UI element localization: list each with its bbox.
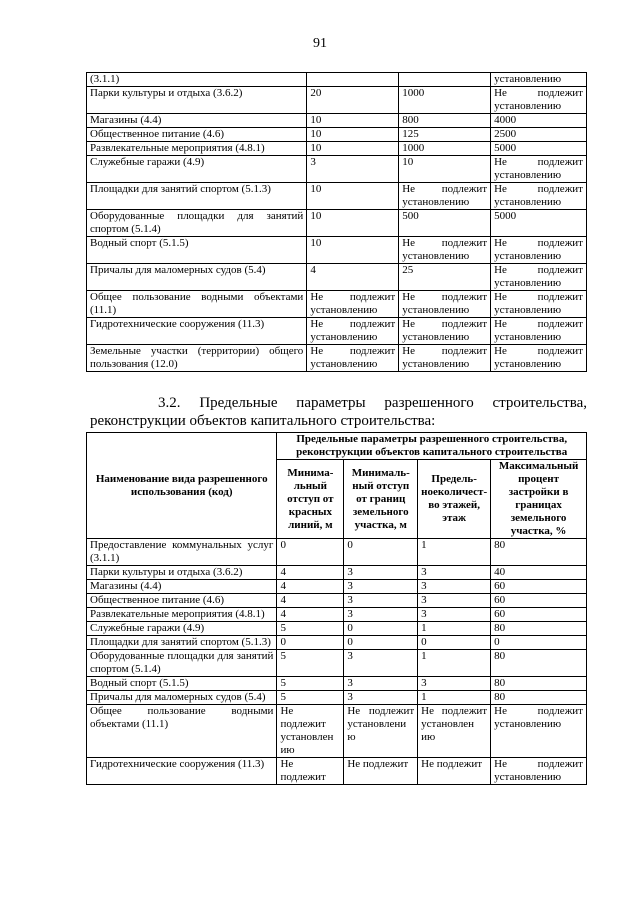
cell-value: 0 xyxy=(344,622,418,636)
cell-value: Не подлежит установлению xyxy=(491,264,587,291)
cell-value: 1 xyxy=(418,622,491,636)
cell-value: Не подлежит xyxy=(277,758,344,785)
table-row xyxy=(87,237,587,264)
cell-value: 80 xyxy=(491,539,587,566)
table-row xyxy=(87,677,587,691)
table-row xyxy=(87,580,587,594)
cell-value: 10 xyxy=(307,142,399,156)
cell-value: 80 xyxy=(491,691,587,705)
cell-value: 1 xyxy=(418,691,491,705)
cell-value: 125 xyxy=(399,128,491,142)
cell-value: 2500 xyxy=(491,128,587,142)
page-number: 91 xyxy=(313,36,327,51)
cell-value xyxy=(307,73,399,87)
cell-value: 1 xyxy=(418,650,491,677)
table-row xyxy=(87,539,587,566)
cell-use-type: Причалы для маломерных судов (5.4) xyxy=(87,691,277,705)
cell-use-type: Оборудованные площадки для занятий спортом (5.1.4) xyxy=(87,650,277,677)
section-heading-line1: 3.2. Предельные параметры разрешенного строительства, xyxy=(158,395,587,411)
table-row xyxy=(87,705,587,758)
cell-use-type: Земельные участки (территории) общего пользования (12.0) xyxy=(87,345,307,372)
cell-value: Не подлежит установлению xyxy=(491,345,587,372)
table-row xyxy=(87,264,587,291)
cell-value: Не подлежит установлению xyxy=(491,705,587,758)
table-row xyxy=(87,142,587,156)
table-development-params xyxy=(86,72,587,372)
cell-value: 3 xyxy=(344,566,418,580)
cell-value: 3 xyxy=(418,594,491,608)
table-row xyxy=(87,156,587,183)
cell-use-type: Площадки для занятий спортом (5.1.3) xyxy=(87,183,307,210)
cell-value: 4 xyxy=(277,580,344,594)
table-row xyxy=(87,566,587,580)
header-col-floors: Предель-ноеколичест-во этажей, этаж xyxy=(418,460,491,539)
cell-value: 60 xyxy=(491,594,587,608)
header-col-plot-borders: Минималь-ный отступ от границ земельного участка, м xyxy=(344,460,418,539)
table-row xyxy=(87,758,587,785)
cell-value: 4 xyxy=(277,594,344,608)
cell-value: 500 xyxy=(399,210,491,237)
cell-use-type: Оборудованные площадки для занятий спортом (5.1.4) xyxy=(87,210,307,237)
cell-value: Не подлежит установлен ию xyxy=(277,705,344,758)
cell-value: 4 xyxy=(307,264,399,291)
cell-value: 800 xyxy=(399,114,491,128)
header-col-red-lines: Минима-льный отступ от красных линий, м xyxy=(277,460,344,539)
cell-value: 5 xyxy=(277,622,344,636)
cell-value: 3 xyxy=(418,608,491,622)
cell-value: 3 xyxy=(344,580,418,594)
table-row xyxy=(87,128,587,142)
table-construction-limits xyxy=(86,432,587,785)
cell-use-type: Магазины (4.4) xyxy=(87,114,307,128)
cell-value: 3 xyxy=(307,156,399,183)
cell-value: 0 xyxy=(418,636,491,650)
header-use-type: Наименование вида разрешенного использования (код) xyxy=(87,433,277,539)
cell-value: 4 xyxy=(277,608,344,622)
cell-use-type: Водный спорт (5.1.5) xyxy=(87,677,277,691)
header-group: Предельные параметры разрешенного строительства, реконструкции объектов капитального строительства xyxy=(277,433,587,460)
cell-use-type: Водный спорт (5.1.5) xyxy=(87,237,307,264)
cell-value: 1 xyxy=(418,539,491,566)
cell-value: Не подлежит xyxy=(344,758,418,785)
cell-use-type: Развлекательные мероприятия (4.8.1) xyxy=(87,608,277,622)
cell-value: 80 xyxy=(491,650,587,677)
cell-value: 3 xyxy=(344,677,418,691)
cell-value: 40 xyxy=(491,566,587,580)
table-row xyxy=(87,608,587,622)
cell-use-type: Причалы для маломерных судов (5.4) xyxy=(87,264,307,291)
cell-use-type: Парки культуры и отдыха (3.6.2) xyxy=(87,566,277,580)
cell-value: 80 xyxy=(491,677,587,691)
cell-value: 3 xyxy=(418,566,491,580)
cell-value: 10 xyxy=(307,128,399,142)
cell-value: 10 xyxy=(307,237,399,264)
cell-value: Не подлежит xyxy=(418,758,491,785)
cell-value: Не подлежит установлению xyxy=(491,183,587,210)
cell-use-type: Площадки для занятий спортом (5.1.3) xyxy=(87,636,277,650)
cell-value: 3 xyxy=(418,677,491,691)
cell-value: 5000 xyxy=(491,142,587,156)
cell-value: 1000 xyxy=(399,142,491,156)
table-row xyxy=(87,345,587,372)
table-row xyxy=(87,594,587,608)
cell-value: 0 xyxy=(277,636,344,650)
cell-value: Не подлежит установлен ию xyxy=(418,705,491,758)
table-row xyxy=(87,691,587,705)
table-row xyxy=(87,183,587,210)
cell-value: 1000 xyxy=(399,87,491,114)
cell-value: 5000 xyxy=(491,210,587,237)
cell-value: 3 xyxy=(344,691,418,705)
cell-value: 25 xyxy=(399,264,491,291)
cell-value: 0 xyxy=(277,539,344,566)
cell-use-type: Магазины (4.4) xyxy=(87,580,277,594)
cell-value: Не подлежит установлению xyxy=(307,291,399,318)
table-row xyxy=(87,622,587,636)
cell-value: 5 xyxy=(277,650,344,677)
table-row xyxy=(87,87,587,114)
cell-value: 10 xyxy=(307,183,399,210)
cell-value: Не подлежит установлению xyxy=(399,291,491,318)
cell-value: Не подлежит установлению xyxy=(491,87,587,114)
cell-value: Не подлежит установлению xyxy=(491,758,587,785)
cell-use-type: Парки культуры и отдыха (3.6.2) xyxy=(87,87,307,114)
cell-value: 4000 xyxy=(491,114,587,128)
cell-use-type: Гидротехнические сооружения (11.3) xyxy=(87,758,277,785)
cell-use-type: Общее пользование водными объектами (11.1) xyxy=(87,705,277,758)
header-col-coverage: Максимальный процент застройки в границах земельного участка, % xyxy=(491,460,587,539)
cell-value: 10 xyxy=(307,114,399,128)
cell-use-type: Служебные гаражи (4.9) xyxy=(87,622,277,636)
cell-use-type: Развлекательные мероприятия (4.8.1) xyxy=(87,142,307,156)
cell-value: 60 xyxy=(491,608,587,622)
cell-value: Не подлежит установлению xyxy=(491,291,587,318)
cell-value: 80 xyxy=(491,622,587,636)
cell-use-type: Служебные гаражи (4.9) xyxy=(87,156,307,183)
cell-value: Не подлежит установлению xyxy=(307,318,399,345)
cell-value: Не подлежит установлению xyxy=(399,318,491,345)
cell-value: Не подлежит установлени ю xyxy=(344,705,418,758)
cell-value: 0 xyxy=(344,539,418,566)
cell-value: 10 xyxy=(307,210,399,237)
cell-value: 20 xyxy=(307,87,399,114)
cell-value: 3 xyxy=(344,650,418,677)
cell-value: Не подлежит установлению xyxy=(399,237,491,264)
cell-value: 3 xyxy=(418,580,491,594)
cell-value: Не подлежит установлению xyxy=(491,237,587,264)
cell-use-type: Предоставление коммунальных услуг (3.1.1) xyxy=(87,539,277,566)
table-row xyxy=(87,291,587,318)
cell-value: установлению xyxy=(491,73,587,87)
cell-value: 0 xyxy=(491,636,587,650)
cell-value: Не подлежит установлению xyxy=(491,318,587,345)
table-row xyxy=(87,73,587,87)
cell-value: 10 xyxy=(399,156,491,183)
table-row xyxy=(87,210,587,237)
cell-use-type: Общественное питание (4.6) xyxy=(87,594,277,608)
cell-value: Не подлежит установлению xyxy=(399,345,491,372)
cell-value: 5 xyxy=(277,691,344,705)
cell-value: 5 xyxy=(277,677,344,691)
cell-value: Не подлежит установлению xyxy=(307,345,399,372)
cell-use-type: Общее пользование водными объектами (11.1) xyxy=(87,291,307,318)
cell-value: 0 xyxy=(344,636,418,650)
cell-value: Не подлежит установлению xyxy=(399,183,491,210)
cell-value: 4 xyxy=(277,566,344,580)
table-row xyxy=(87,636,587,650)
cell-use-type: Общественное питание (4.6) xyxy=(87,128,307,142)
cell-value: 3 xyxy=(344,608,418,622)
cell-value: Не подлежит установлению xyxy=(491,156,587,183)
table-row xyxy=(87,318,587,345)
cell-value: 60 xyxy=(491,580,587,594)
cell-value xyxy=(399,73,491,87)
cell-value: 3 xyxy=(344,594,418,608)
cell-use-type: Гидротехнические сооружения (11.3) xyxy=(87,318,307,345)
table-row xyxy=(87,650,587,677)
section-heading-line2: реконструкции объектов капитального строительства: xyxy=(90,413,436,429)
table-row xyxy=(87,114,587,128)
section-heading xyxy=(90,394,587,430)
cell-use-type: (3.1.1) xyxy=(87,73,307,87)
